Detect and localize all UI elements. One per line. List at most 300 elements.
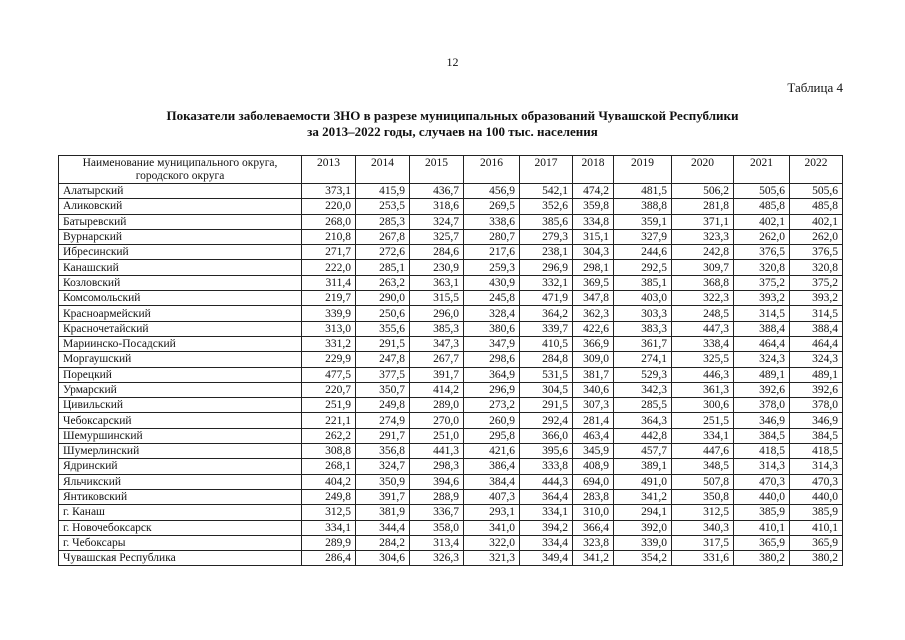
value-cell: 260,9 [464,413,520,428]
value-cell: 385,1 [614,275,672,290]
value-cell: 324,3 [734,352,790,367]
value-cell: 284,8 [520,352,573,367]
value-cell: 338,4 [672,336,734,351]
value-cell: 331,6 [672,551,734,566]
column-header-year: 2016 [464,156,520,184]
value-cell: 365,9 [734,535,790,550]
value-cell: 366,0 [520,428,573,443]
value-cell: 404,2 [302,474,356,489]
value-cell: 394,2 [520,520,573,535]
value-cell: 315,5 [410,291,464,306]
value-cell: 356,8 [356,444,410,459]
row-name-cell: Чувашская Республика [59,551,302,566]
table-row [59,444,843,459]
value-cell: 332,1 [520,275,573,290]
value-cell: 381,7 [573,367,614,382]
value-cell: 334,1 [672,428,734,443]
value-cell: 463,4 [573,428,614,443]
value-cell: 408,9 [573,459,614,474]
value-cell: 323,3 [672,229,734,244]
value-cell: 222,0 [302,260,356,275]
table-row [59,245,843,260]
table-label: Таблица 4 [787,80,843,95]
value-cell: 313,0 [302,321,356,336]
value-cell: 283,8 [573,489,614,504]
value-cell: 230,9 [410,260,464,275]
value-cell: 381,9 [356,505,410,520]
row-name-cell: Козловский [59,275,302,290]
value-cell: 279,3 [520,229,573,244]
value-cell: 267,7 [410,352,464,367]
value-cell: 394,6 [410,474,464,489]
value-cell: 296,0 [410,306,464,321]
row-name-cell: Вурнарский [59,229,302,244]
value-cell: 242,8 [672,245,734,260]
value-cell: 359,1 [614,214,672,229]
value-cell: 364,4 [520,489,573,504]
value-cell: 410,5 [520,336,573,351]
value-cell: 391,7 [356,489,410,504]
value-cell: 307,3 [573,398,614,413]
row-name-cell: Аликовский [59,199,302,214]
value-cell: 346,9 [734,413,790,428]
value-cell: 359,8 [573,199,614,214]
value-cell: 324,3 [790,352,843,367]
value-cell: 251,9 [302,398,356,413]
value-cell: 350,8 [672,489,734,504]
value-cell: 489,1 [734,367,790,382]
column-header-name-line-2: городского округа [135,170,225,182]
value-cell: 489,1 [790,367,843,382]
value-cell: 323,8 [573,535,614,550]
value-cell: 402,1 [734,214,790,229]
value-cell: 388,4 [790,321,843,336]
row-name-cell: Мариинско-Посадский [59,336,302,351]
value-cell: 308,8 [302,444,356,459]
row-name-cell: Красноармейский [59,306,302,321]
value-cell: 284,6 [410,245,464,260]
value-cell: 385,9 [734,505,790,520]
value-cell: 250,6 [356,306,410,321]
table-row [59,321,843,336]
table-row [59,459,843,474]
value-cell: 481,5 [614,184,672,199]
value-cell: 505,6 [790,184,843,199]
value-cell: 348,5 [672,459,734,474]
value-cell: 309,0 [573,352,614,367]
table-row [59,214,843,229]
value-cell: 440,0 [734,489,790,504]
value-cell: 376,5 [790,245,843,260]
table-row [59,474,843,489]
value-cell: 317,5 [672,535,734,550]
column-header-year: 2019 [614,156,672,184]
value-cell: 491,0 [614,474,672,489]
value-cell: 470,3 [790,474,843,489]
value-cell: 383,3 [614,321,672,336]
value-cell: 280,7 [464,229,520,244]
value-cell: 294,1 [614,505,672,520]
value-cell: 245,8 [464,291,520,306]
value-cell: 347,9 [464,336,520,351]
value-cell: 346,9 [790,413,843,428]
row-name-cell: г. Канаш [59,505,302,520]
value-cell: 347,3 [410,336,464,351]
value-cell: 506,2 [672,184,734,199]
table-row [59,367,843,382]
value-cell: 447,6 [672,444,734,459]
value-cell: 375,2 [790,275,843,290]
value-cell: 217,6 [464,245,520,260]
value-cell: 376,5 [734,245,790,260]
value-cell: 270,0 [410,413,464,428]
value-cell: 430,9 [464,275,520,290]
value-cell: 418,5 [734,444,790,459]
value-cell: 314,5 [790,306,843,321]
value-cell: 296,9 [464,382,520,397]
row-name-cell: Моргаушский [59,352,302,367]
table-row [59,229,843,244]
value-cell: 331,2 [302,336,356,351]
value-cell: 363,1 [410,275,464,290]
incidence-table [58,155,843,566]
value-cell: 262,0 [790,229,843,244]
value-cell: 304,3 [573,245,614,260]
value-cell: 340,3 [672,520,734,535]
value-cell: 219,7 [302,291,356,306]
column-header-year: 2014 [356,156,410,184]
value-cell: 366,9 [573,336,614,351]
value-cell: 444,3 [520,474,573,489]
value-cell: 238,1 [520,245,573,260]
value-cell: 334,1 [302,520,356,535]
table-row [59,184,843,199]
row-name-cell: Ибресинский [59,245,302,260]
value-cell: 295,8 [464,428,520,443]
row-name-cell: Алатырский [59,184,302,199]
value-cell: 312,5 [672,505,734,520]
value-cell: 328,4 [464,306,520,321]
value-cell: 291,5 [520,398,573,413]
value-cell: 410,1 [790,520,843,535]
value-cell: 386,4 [464,459,520,474]
value-cell: 336,7 [410,505,464,520]
title-line-2: за 2013–2022 годы, случаев на 100 тыс. населения [307,124,598,139]
value-cell: 314,5 [734,306,790,321]
table-row [59,489,843,504]
table-row [59,260,843,275]
table-row [59,336,843,351]
value-cell: 274,9 [356,413,410,428]
value-cell: 253,5 [356,199,410,214]
value-cell: 341,0 [464,520,520,535]
value-cell: 340,6 [573,382,614,397]
value-cell: 288,9 [410,489,464,504]
value-cell: 442,8 [614,428,672,443]
value-cell: 392,6 [734,382,790,397]
value-cell: 385,3 [410,321,464,336]
value-cell: 380,6 [464,321,520,336]
value-cell: 324,7 [356,459,410,474]
value-cell: 334,4 [520,535,573,550]
value-cell: 304,5 [520,382,573,397]
row-name-cell: Батыревский [59,214,302,229]
value-cell: 349,4 [520,551,573,566]
value-cell: 210,8 [302,229,356,244]
value-cell: 314,3 [790,459,843,474]
value-cell: 389,1 [614,459,672,474]
value-cell: 385,9 [790,505,843,520]
value-cell: 339,7 [520,321,573,336]
table-row [59,352,843,367]
value-cell: 529,3 [614,367,672,382]
value-cell: 380,2 [734,551,790,566]
value-cell: 341,2 [573,551,614,566]
value-cell: 298,6 [464,352,520,367]
value-cell: 281,8 [672,199,734,214]
value-cell: 298,3 [410,459,464,474]
value-cell: 393,2 [790,291,843,306]
value-cell: 436,7 [410,184,464,199]
value-cell: 247,8 [356,352,410,367]
value-cell: 262,0 [734,229,790,244]
value-cell: 388,8 [614,199,672,214]
value-cell: 229,9 [302,352,356,367]
table-row [59,428,843,443]
table-row [59,199,843,214]
value-cell: 441,3 [410,444,464,459]
value-cell: 446,3 [672,367,734,382]
value-cell: 291,7 [356,428,410,443]
value-cell: 355,6 [356,321,410,336]
value-cell: 344,4 [356,520,410,535]
table-row [59,382,843,397]
table-row [59,551,843,566]
value-cell: 284,2 [356,535,410,550]
value-cell: 311,4 [302,275,356,290]
value-cell: 290,0 [356,291,410,306]
value-cell: 312,5 [302,505,356,520]
value-cell: 477,5 [302,367,356,382]
value-cell: 300,6 [672,398,734,413]
header-row [59,156,843,184]
value-cell: 474,2 [573,184,614,199]
column-header-year: 2017 [520,156,573,184]
value-cell: 447,3 [672,321,734,336]
value-cell: 220,7 [302,382,356,397]
value-cell: 259,3 [464,260,520,275]
value-cell: 322,3 [672,291,734,306]
value-cell: 361,7 [614,336,672,351]
row-name-cell: г. Новочебоксарск [59,520,302,535]
value-cell: 345,9 [573,444,614,459]
value-cell: 391,7 [410,367,464,382]
value-cell: 296,9 [520,260,573,275]
value-cell: 395,6 [520,444,573,459]
row-name-cell: Янтиковский [59,489,302,504]
row-name-cell: Канашский [59,260,302,275]
column-header-name-line-1: Наименование муниципального округа, [82,157,278,169]
value-cell: 388,4 [734,321,790,336]
value-cell: 262,2 [302,428,356,443]
column-header-year: 2022 [790,156,843,184]
value-cell: 318,6 [410,199,464,214]
column-header-year: 2018 [573,156,614,184]
value-cell: 380,2 [790,551,843,566]
value-cell: 464,4 [734,336,790,351]
table-row [59,520,843,535]
value-cell: 542,1 [520,184,573,199]
row-name-cell: Ядринский [59,459,302,474]
value-cell: 248,5 [672,306,734,321]
value-cell: 268,1 [302,459,356,474]
value-cell: 350,7 [356,382,410,397]
value-cell: 267,8 [356,229,410,244]
value-cell: 384,4 [464,474,520,489]
value-cell: 324,7 [410,214,464,229]
table-row [59,275,843,290]
value-cell: 327,9 [614,229,672,244]
value-cell: 303,3 [614,306,672,321]
table-row [59,505,843,520]
value-cell: 393,2 [734,291,790,306]
value-cell: 362,3 [573,306,614,321]
value-cell: 339,9 [302,306,356,321]
value-cell: 220,0 [302,199,356,214]
column-header-year: 2013 [302,156,356,184]
row-name-cell: Комсомольский [59,291,302,306]
column-header-year: 2015 [410,156,464,184]
value-cell: 505,6 [734,184,790,199]
value-cell: 457,7 [614,444,672,459]
value-cell: 385,6 [520,214,573,229]
row-name-cell: Красночетайский [59,321,302,336]
value-cell: 281,4 [573,413,614,428]
table-row [59,535,843,550]
row-name-cell: г. Чебоксары [59,535,302,550]
value-cell: 471,9 [520,291,573,306]
value-cell: 304,6 [356,551,410,566]
value-cell: 371,1 [672,214,734,229]
value-cell: 298,1 [573,260,614,275]
value-cell: 694,0 [573,474,614,489]
value-cell: 384,5 [734,428,790,443]
value-cell: 315,1 [573,229,614,244]
value-cell: 414,2 [410,382,464,397]
value-cell: 392,0 [614,520,672,535]
value-cell: 352,6 [520,199,573,214]
value-cell: 403,0 [614,291,672,306]
value-cell: 507,8 [672,474,734,489]
value-cell: 373,1 [302,184,356,199]
value-cell: 269,5 [464,199,520,214]
row-name-cell: Порецкий [59,367,302,382]
value-cell: 268,0 [302,214,356,229]
value-cell: 358,0 [410,520,464,535]
value-cell: 320,8 [790,260,843,275]
value-cell: 251,5 [672,413,734,428]
value-cell: 369,5 [573,275,614,290]
value-cell: 378,0 [734,398,790,413]
value-cell: 326,3 [410,551,464,566]
value-cell: 322,0 [464,535,520,550]
value-cell: 334,1 [520,505,573,520]
value-cell: 249,8 [356,398,410,413]
column-header-name [59,156,302,184]
value-cell: 271,7 [302,245,356,260]
value-cell: 354,2 [614,551,672,566]
value-cell: 422,6 [573,321,614,336]
table-row [59,306,843,321]
table-row [59,291,843,306]
value-cell: 325,5 [672,352,734,367]
table-body [59,184,843,566]
row-name-cell: Цивильский [59,398,302,413]
value-cell: 309,7 [672,260,734,275]
row-name-cell: Шумерлинский [59,444,302,459]
value-cell: 347,8 [573,291,614,306]
row-name-cell: Яльчикский [59,474,302,489]
value-cell: 421,6 [464,444,520,459]
value-cell: 392,6 [790,382,843,397]
table-row [59,398,843,413]
value-cell: 285,5 [614,398,672,413]
value-cell: 292,4 [520,413,573,428]
value-cell: 292,5 [614,260,672,275]
value-cell: 285,1 [356,260,410,275]
value-cell: 285,3 [356,214,410,229]
row-name-cell: Шемуршинский [59,428,302,443]
value-cell: 456,9 [464,184,520,199]
value-cell: 272,6 [356,245,410,260]
title-line-1: Показатели заболеваемости ЗНО в разрезе муниципальных образований Чувашской Республики [166,108,739,123]
value-cell: 368,8 [672,275,734,290]
value-cell: 249,8 [302,489,356,504]
value-cell: 415,9 [356,184,410,199]
value-cell: 251,0 [410,428,464,443]
column-header-year: 2020 [672,156,734,184]
value-cell: 334,8 [573,214,614,229]
value-cell: 470,3 [734,474,790,489]
value-cell: 274,1 [614,352,672,367]
value-cell: 320,8 [734,260,790,275]
table-row [59,413,843,428]
value-cell: 364,2 [520,306,573,321]
value-cell: 341,2 [614,489,672,504]
value-cell: 291,5 [356,336,410,351]
value-cell: 375,2 [734,275,790,290]
value-cell: 244,6 [614,245,672,260]
value-cell: 418,5 [790,444,843,459]
value-cell: 378,0 [790,398,843,413]
value-cell: 325,7 [410,229,464,244]
value-cell: 263,2 [356,275,410,290]
value-cell: 384,5 [790,428,843,443]
value-cell: 407,3 [464,489,520,504]
value-cell: 364,3 [614,413,672,428]
row-name-cell: Чебоксарский [59,413,302,428]
value-cell: 310,0 [573,505,614,520]
value-cell: 321,3 [464,551,520,566]
value-cell: 286,4 [302,551,356,566]
value-cell: 221,1 [302,413,356,428]
value-cell: 364,9 [464,367,520,382]
value-cell: 377,5 [356,367,410,382]
value-cell: 440,0 [790,489,843,504]
value-cell: 410,1 [734,520,790,535]
value-cell: 350,9 [356,474,410,489]
value-cell: 402,1 [790,214,843,229]
